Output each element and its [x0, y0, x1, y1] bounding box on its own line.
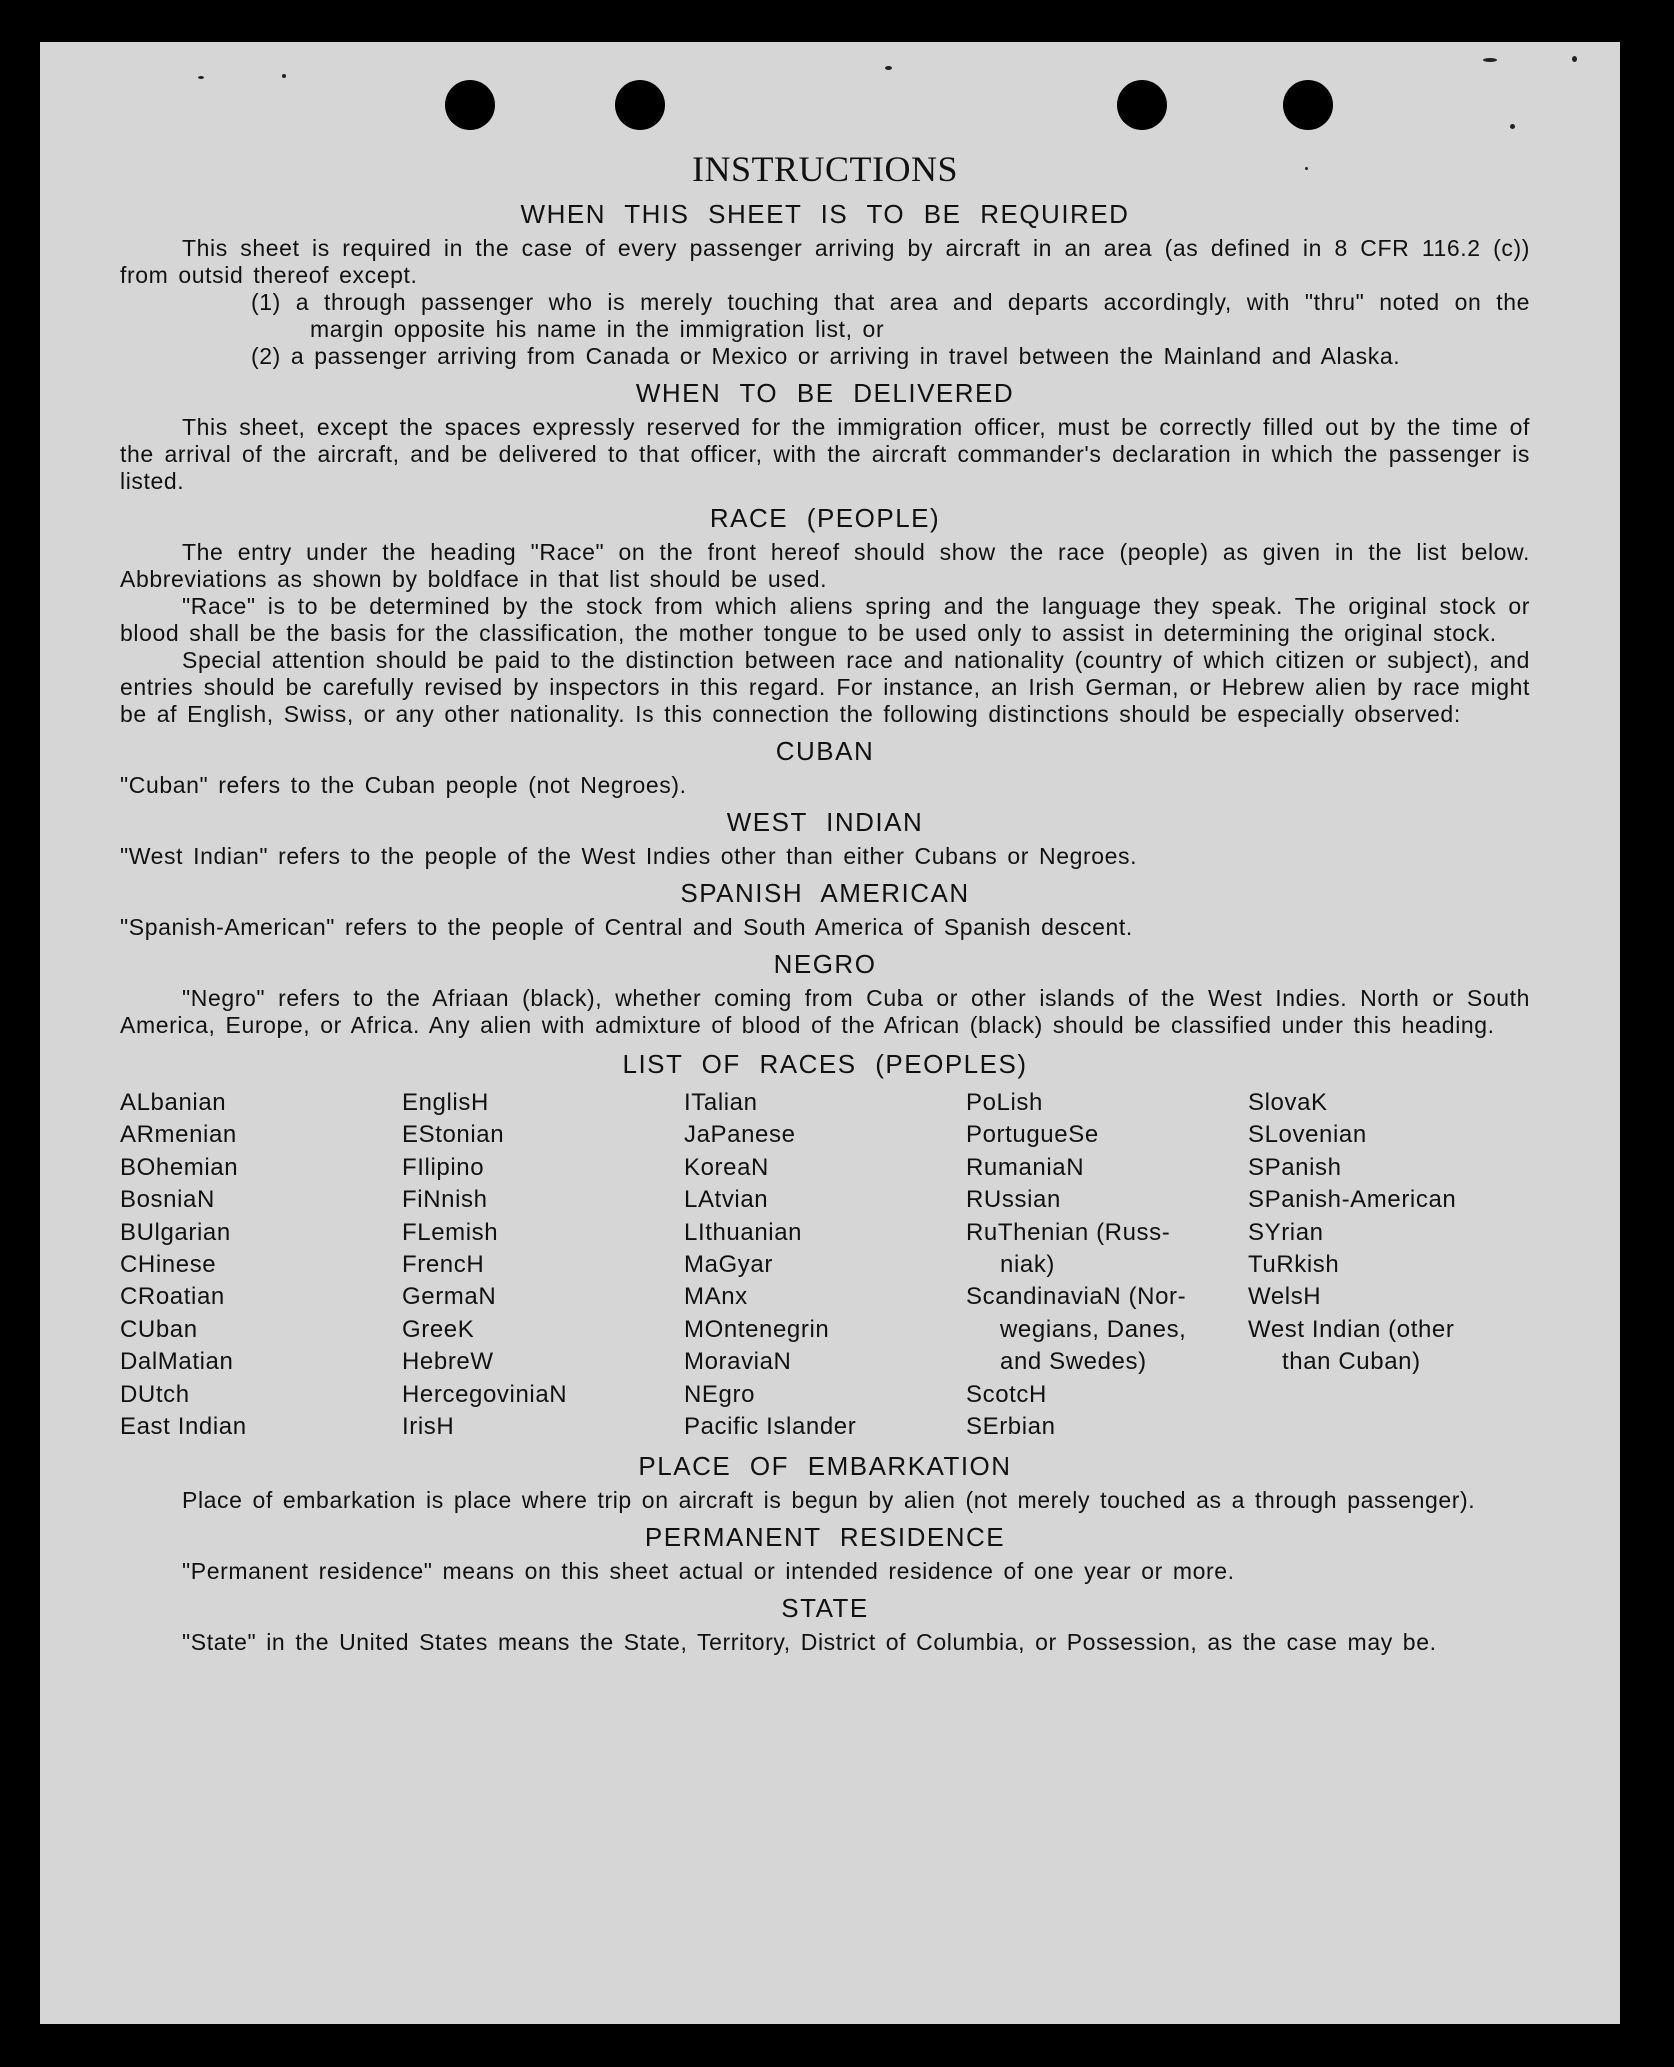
section-heading-state: STATE [781, 1593, 869, 1624]
race-entry: wegians, Danes, [1000, 1315, 1187, 1343]
race-entry: FIlipino [402, 1153, 485, 1181]
races-list [120, 1087, 1530, 1443]
document-page [40, 42, 1620, 2024]
punch-hole-1 [445, 80, 495, 130]
race-entry: SErbian [966, 1413, 1056, 1441]
page-title: INSTRUCTIONS [691, 149, 958, 189]
race-entry: ITalian [684, 1089, 758, 1116]
race-entry: BUlgarian [120, 1218, 231, 1246]
section-paragraph: (2) a passenger arriving from Canada or Mexico or arriving in travel between the Mainland and Alaska. [251, 343, 1401, 369]
race-entry: EStonian [402, 1121, 505, 1149]
section-heading-place-of-embarkation: PLACE OF EMBARKATION [638, 1451, 1012, 1482]
race-entry: West Indian (other [1248, 1315, 1455, 1343]
race-entry: BOhemian [120, 1153, 239, 1181]
race-entry: MOntenegrin [684, 1315, 830, 1343]
race-entry: ALbanian [120, 1089, 227, 1116]
race-entry: CHinese [120, 1251, 217, 1279]
punch-hole-4 [1283, 80, 1333, 130]
race-entry: NEgro [684, 1380, 756, 1408]
section-paragraph: "Cuban" refers to the Cuban people (not Negroes). [120, 772, 687, 798]
race-entry: FiNnish [402, 1186, 488, 1214]
section-paragraph: Place of embarkation is place where trip on aircraft is begun by alien (not merely touched as a through passenger). [182, 1487, 1476, 1514]
section-heading-negro: NEGRO [773, 949, 877, 979]
section-paragraph: Special attention should be paid to the distinction between race and nationality (country of which citizen or subject), and entries should be carefully revised by inspectors in this regard. For instance, an Irish German, or Hebrew alien by race might be af English, Swiss, or any other nationality. Is this connection the following distinctions should be especially observed: [120, 647, 1530, 727]
race-entry: HercegoviniaN [402, 1380, 568, 1408]
races-column [684, 1087, 966, 1443]
section-paragraph: This sheet, except the spaces expressly reserved for the immigration officer, must be correctly filled out by the time of the arrival of the aircraft, and be delivered to that officer, with the aircraft commander's declaration in which the passenger is listed. [120, 414, 1530, 494]
race-entry: FrencH [402, 1251, 485, 1279]
race-entry: ScandinaviaN (Nor- [966, 1283, 1187, 1311]
race-entry: MoraviaN [684, 1348, 792, 1376]
race-entry: CRoatian [120, 1283, 225, 1311]
race-entry: TuRkish [1248, 1251, 1340, 1279]
race-entry: than Cuban) [1282, 1348, 1421, 1376]
section-heading-spanish-american: SPANISH AMERICAN [680, 878, 970, 908]
race-entry: DalMatian [120, 1348, 234, 1376]
race-entry: CUban [120, 1315, 198, 1343]
section-heading-permanent-residence: PERMANENT RESIDENCE [644, 1522, 1006, 1553]
section-paragraph: "West Indian" refers to the people of the West Indies other than either Cubans or Negroes. [120, 843, 1138, 869]
race-entry: SlovaK [1248, 1089, 1328, 1116]
section-paragraph: "State" in the United States means the State, Territory, District of Columbia, or Possession, as the case may be. [182, 1629, 1437, 1656]
race-entry: niak) [1000, 1251, 1056, 1279]
section-paragraph: This sheet is required in the case of every passenger arriving by aircraft in an area (as defined in 8 CFR 116.2 (c)) from outsid thereof except. [120, 235, 1530, 288]
race-entry: HebreW [402, 1348, 494, 1376]
race-entry: DUtch [120, 1380, 190, 1408]
race-entry: SPanish [1248, 1153, 1342, 1181]
race-entry: PortugueSe [966, 1121, 1099, 1149]
race-entry: RUssian [966, 1186, 1061, 1214]
sections-after [120, 1449, 1530, 1656]
race-entry: East Indian [120, 1413, 247, 1441]
race-entry: SLovenian [1248, 1121, 1367, 1149]
race-entry: LAtvian [684, 1186, 769, 1214]
race-entry: KoreaN [684, 1153, 769, 1181]
race-entry: GermaN [402, 1283, 497, 1311]
race-entry: PoLish [966, 1089, 1043, 1116]
instructions-content [120, 147, 1530, 1656]
races-column [120, 1087, 402, 1443]
race-entry: FLemish [402, 1218, 499, 1246]
races-column [402, 1087, 684, 1443]
section-paragraph: The entry under the heading "Race" on the front hereof should show the race (people) as given in the list below. Abbreviations as shown by boldface in that list should be used. [120, 539, 1530, 592]
section-heading-when-to-be-delivered: WHEN TO BE DELIVERED [635, 378, 1015, 408]
section-paragraph: (1) a through passenger who is merely touching that area and departs accordingly, with "thru" noted on the margin opposite his name in the immigration list, or [251, 289, 1530, 342]
section-heading-race-people: RACE (PEOPLE) [709, 503, 941, 533]
race-entry: MAnx [684, 1283, 748, 1311]
race-entry: MaGyar [684, 1251, 773, 1279]
race-entry: ScotcH [966, 1380, 1047, 1408]
sections-before [120, 197, 1530, 1039]
race-entry: GreeK [402, 1315, 475, 1343]
section-heading-cuban: CUBAN [775, 736, 875, 766]
race-entry: ARmenian [120, 1121, 237, 1149]
punch-hole-3 [1117, 80, 1167, 130]
race-entry: IrisH [402, 1413, 455, 1441]
race-entry: LIthuanian [684, 1218, 803, 1246]
section-paragraph: "Permanent residence" means on this sheet actual or intended residence of one year or more. [182, 1558, 1235, 1585]
section-heading-when-this-sheet-is-to-be-required: WHEN THIS SHEET IS TO BE REQUIRED [520, 199, 1130, 229]
race-entry: and Swedes) [1000, 1348, 1147, 1376]
races-heading: LIST OF RACES (PEOPLES) [622, 1049, 1028, 1079]
race-entry: WelsH [1248, 1283, 1322, 1311]
section-paragraph: "Negro" refers to the Afriaan (black), whether coming from Cuba or other islands of the West Indies. North or South America, Europe, or Africa. Any alien with admixture of blood of the African (black) should be classified under this heading. [120, 985, 1530, 1038]
punch-hole-2 [615, 80, 665, 130]
race-entry: BosniaN [120, 1186, 215, 1214]
section-paragraph: "Race" is to be determined by the stock from which aliens spring and the language they speak. The original stock or blood shall be the basis for the classification, the mother tongue to be used only to assist in determining the original stock. [120, 593, 1530, 646]
race-entry: RumaniaN [966, 1153, 1085, 1181]
race-entry: Pacific Islander [684, 1413, 857, 1441]
race-entry: SPanish-American [1248, 1186, 1457, 1214]
section-heading-west-indian: WEST INDIAN [726, 807, 924, 837]
race-entry: EnglisH [402, 1089, 489, 1116]
race-entry: SYrian [1248, 1218, 1324, 1246]
races-column [966, 1087, 1248, 1443]
section-paragraph: "Spanish-American" refers to the people of Central and South America of Spanish descent. [120, 914, 1133, 940]
races-column [1248, 1087, 1530, 1443]
race-entry: JaPanese [684, 1121, 796, 1149]
race-entry: RuThenian (Russ- [966, 1218, 1171, 1246]
